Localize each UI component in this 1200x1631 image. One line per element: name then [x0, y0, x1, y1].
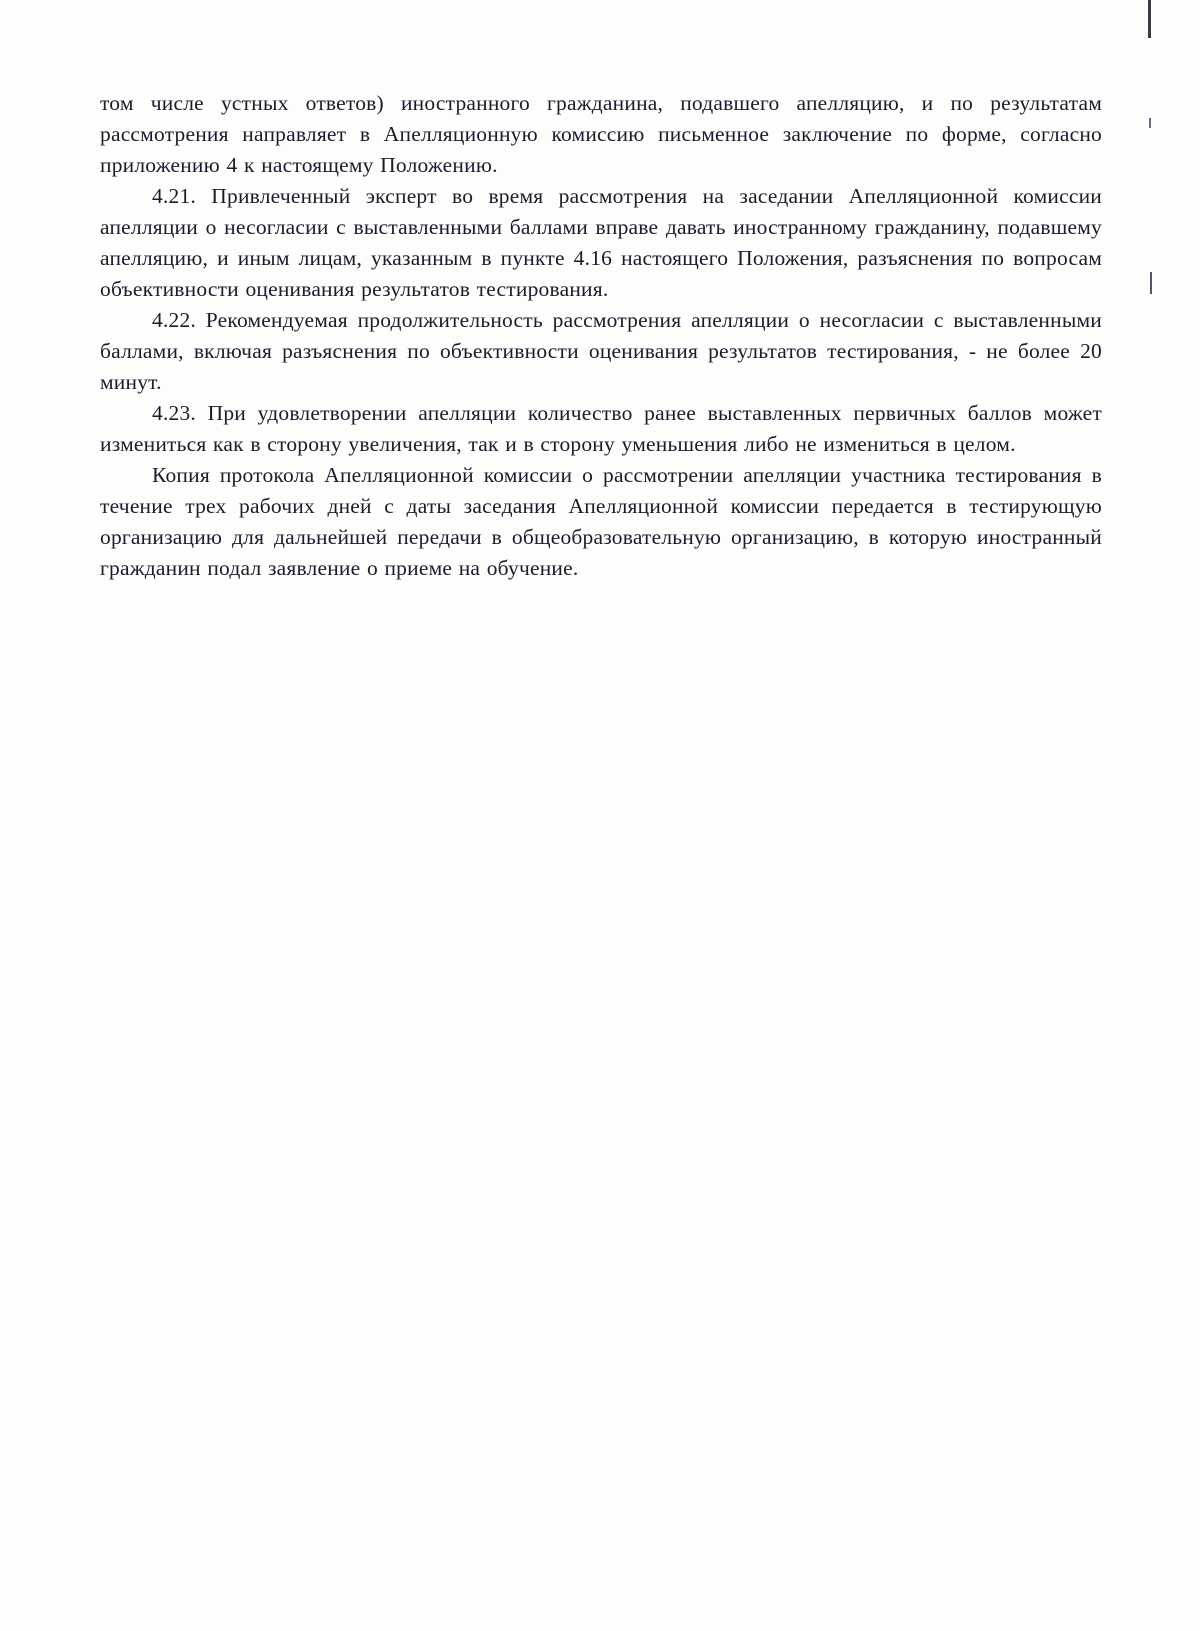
paragraph-4-21: 4.21. Привлеченный эксперт во время рассмотрения на заседании Апелляционной комиссии апелляции о несогласии с выставленными баллами вправе давать иностранному гражданину, подавшему апелляцию, и иным лицам, указанным в пункте 4.16 настоящего Положения, разъяснения по вопросам объективности оценивания результатов тестирования. [100, 184, 1102, 301]
scan-edge-artifact [1150, 272, 1152, 294]
document-text-block [100, 88, 1102, 584]
paragraph-4-22: 4.22. Рекомендуемая продолжительность рассмотрения апелляции о несогласии с выставленными баллами, включая разъяснения по объективности оценивания результатов тестирования, - не более 20 минут. [100, 308, 1102, 394]
paragraph-continuation: том числе устных ответов) иностранного гражданина, подавшего апелляцию, и по результатам рассмотрения направляет в Апелляционную комиссию письменное заключение по форме, согласно приложению 4 к настоящему Положению. [100, 91, 1102, 177]
paragraph-copy-protocol: Копия протокола Апелляционной комиссии о рассмотрении апелляции участника тестирования в течение трех рабочих дней с даты заседания Апелляционной комиссии передается в тестирующую организацию для дальнейшей передачи в общеобразовательную организацию, в которую иностранный гражданин подал заявление о приеме на обучение. [100, 463, 1102, 580]
scan-edge-artifact [1149, 118, 1151, 128]
paragraph-4-23: 4.23. При удовлетворении апелляции количество ранее выставленных первичных баллов может измениться как в сторону увеличения, так и в сторону уменьшения либо не измениться в целом. [100, 401, 1102, 456]
scan-edge-artifact [1148, 0, 1151, 38]
